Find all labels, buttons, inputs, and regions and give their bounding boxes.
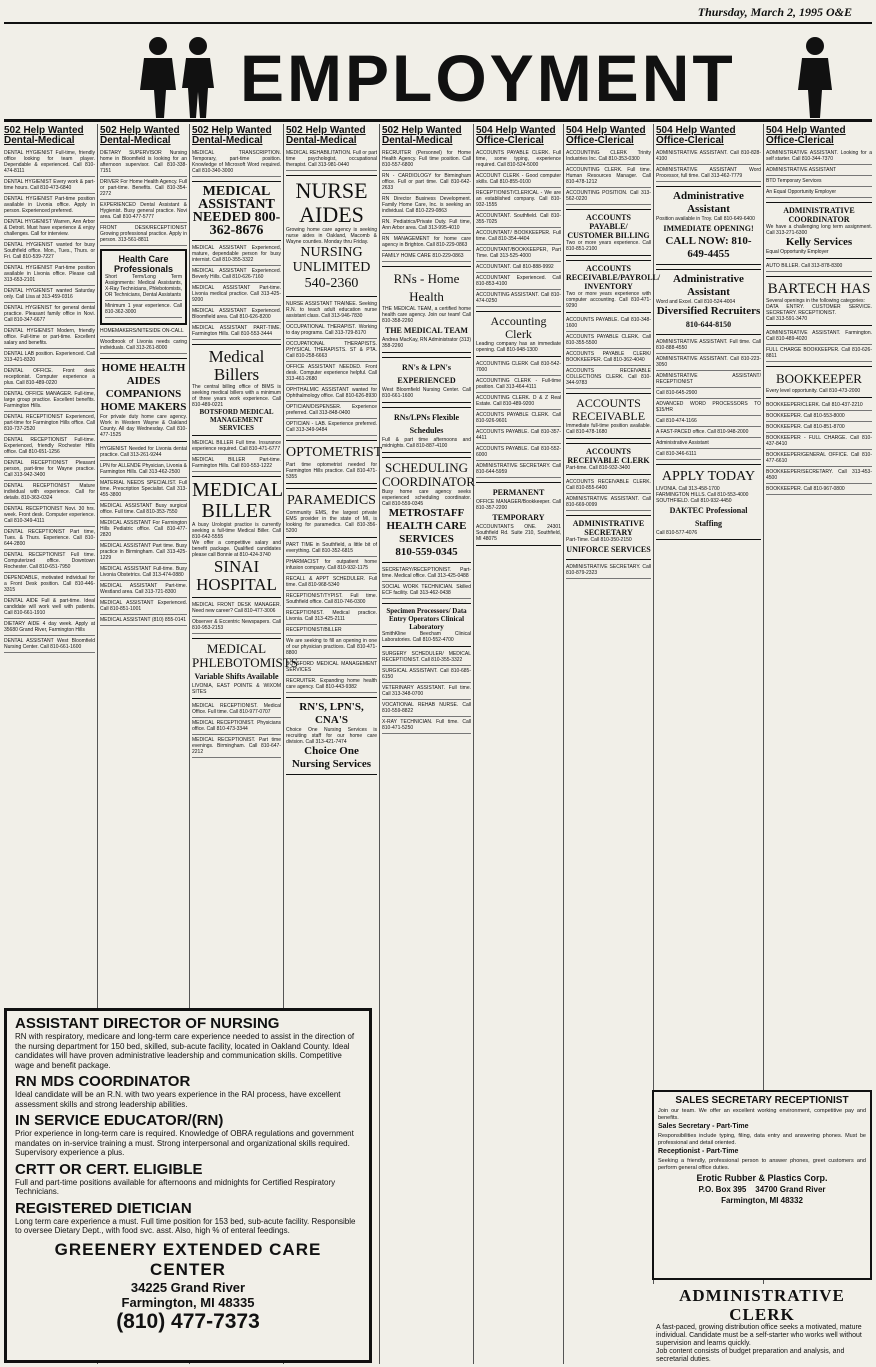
classified-ad: MEDICAL ASSISTANT Experienced, mature, dependable person for busy internist. Call 810-355-3322 bbox=[192, 245, 281, 266]
display-ad-administrative-secretary bbox=[566, 515, 651, 560]
ad-paragraph: Job content consists of budget preparation and analysis, and secretarial duties. bbox=[656, 1348, 845, 1363]
ad-heading: CRTT OR CERT. ELIGIBLE bbox=[15, 1160, 203, 1178]
display-ad-permanent bbox=[476, 482, 561, 546]
display-ad-ar-payroll bbox=[566, 260, 661, 313]
display-ad-body: LIVONIA. Call 313-458-1700 bbox=[656, 486, 720, 492]
display-ad-line: MEDICAL ASSISTANT NEEDED 800-362-8676 bbox=[192, 184, 281, 238]
display-ad-line: RN'S, LPN'S, CNA'S bbox=[299, 701, 364, 726]
classified-ad: DENTAL OFFICE. Front desk receptionist. Computer experience a plus. Call 810-489-0220 bbox=[4, 368, 95, 389]
classified-ad: LPN for ALLENDE Physician, Livonia & Farmington Hills. Call 313-462-2500 bbox=[100, 463, 187, 478]
display-ad-body: Minimum 1 year experience. Call 810-362-3000 bbox=[105, 303, 182, 318]
classified-ad: AUTO BILLER. Call 313-878-8300 bbox=[766, 263, 872, 272]
classified-ad: Woodbrook of Livonia needs caring individuals. Call 313-261-8000 bbox=[100, 339, 187, 354]
classified-ad: DENTAL HYGIENIST wanted Saturday only. Call Lisa at 313-459-0316 bbox=[4, 288, 95, 303]
display-ad-title: NURSE AIDES bbox=[295, 178, 368, 227]
display-ad-phone: 540-2360 bbox=[304, 276, 359, 291]
display-ad-title: NURSING UNLIMITED bbox=[292, 245, 371, 275]
display-ad-accounts-receivable bbox=[566, 393, 651, 439]
classified-ad: FAMILY HOME CARE 810-229-0863 bbox=[382, 253, 471, 262]
display-ad-body: Word and Excel. Call 810-524-4004 bbox=[656, 299, 736, 305]
classified-ad: RN Director Business Development. Family Home Care, Inc. is seeking an individual. Call 810-229-0863 bbox=[382, 196, 471, 217]
display-ad-body: Call 313-591-3470 bbox=[766, 316, 808, 322]
category-heading: 502 Help Wanted Dental-Medical bbox=[382, 125, 462, 146]
display-ad-title: BARTECH HAS bbox=[767, 281, 871, 297]
display-ad-line: Diversified Recruiters bbox=[656, 305, 761, 317]
category-heading: 502 Help Wanted Dental-Medical bbox=[192, 125, 272, 146]
date-line-bar bbox=[0, 0, 876, 34]
display-ad-phone: 810-644-8150 bbox=[685, 320, 732, 329]
display-ad-administrative-assistant bbox=[656, 186, 761, 265]
classified-ad: MEDICAL ASSISTANT PART-TIME. Farmington Hills. Call 810-553-3444 bbox=[192, 325, 281, 340]
display-ad-title: Accounting Clerk bbox=[490, 314, 547, 341]
display-ad-line: TEMPORARY bbox=[492, 513, 545, 522]
ad-paragraph: Responsibilities include typing, filing, data entry and answering phones. Must be professional and detail oriented. bbox=[658, 1133, 866, 1146]
classified-ad: ADMINISTRATIVE ASSISTANT. Farmington. Call 810-489-4020 bbox=[766, 330, 872, 345]
display-ad-body: The central billing office of BIMS is seeking medical billers with a minimum of three years work experience. Call 810-489-0221 bbox=[192, 384, 281, 408]
classified-ad: BOOKKEEPER. Call 810-967-0800 bbox=[766, 486, 872, 495]
display-ad-body: Community EMS, the largest private EMS provider in the state of MI, is looking for paramedics. Call 810-356-5200 bbox=[286, 510, 377, 534]
ad-pobox: P.O. Box 395 bbox=[698, 1185, 747, 1194]
classified-ad: ADMINISTRATIVE ASSISTANT bbox=[766, 167, 872, 176]
classified-ad: A FAST-PACED office. Call 810-948-2000 bbox=[656, 429, 761, 438]
classified-ad: DENTAL RECEPTIONIST Experienced, part-time for Farmington Hills office. Call 810-737-2520 bbox=[4, 414, 95, 435]
display-ad-body: Full & part time afternoons and midnights. Call 810-887-4100 bbox=[382, 437, 471, 449]
classified-ad: ACCOUNTS PAYABLE CLERK/ BOOKKEEPER. Call 810-362-4040 bbox=[566, 351, 651, 366]
classified-ad: ACCOUNTS PAYABLE CLERK. Full time, some typing, experience required. Call 810-524-5000 bbox=[476, 150, 561, 171]
display-ad-line: ACCOUNTS PAYABLE/ CUSTOMER BILLING bbox=[567, 213, 650, 240]
classified-ad: ACCOUNTING CLERK. Full time. Human Resources Manager. Call 810-478-1212 bbox=[566, 167, 651, 188]
display-ad-body: Two or more years experience. Call 810-851-2100 bbox=[566, 240, 651, 252]
display-ad-body: OFFICE MANAGER/Bookkeeper. Call 810-357-2200 bbox=[476, 499, 561, 511]
display-ad-optometrist bbox=[286, 440, 383, 484]
display-ad-rns-lpns bbox=[382, 357, 471, 403]
display-ad-title: BOOKKEEPER bbox=[776, 371, 862, 386]
column-7 bbox=[564, 124, 661, 1364]
display-ad-body: DATA ENTRY. CUSTOMER SERVICE. SECRETARY. RECEPTIONIST. bbox=[766, 304, 872, 316]
display-ad-line: DAKTEC Professional Staffing bbox=[669, 506, 748, 528]
ad-city: Farmington, MI 48332 bbox=[721, 1196, 803, 1205]
display-ad-line: RNs/LPNs Flexible Schedules bbox=[393, 413, 460, 435]
display-ad-title: PARAMEDICS bbox=[287, 493, 376, 508]
display-ad-administrative-clerk bbox=[652, 1284, 872, 1364]
display-ad-body: ACCOUNTANTS ONE. 24301 Southfield Rd. Suite 210, Southfield, MI 48075 bbox=[476, 524, 561, 542]
display-ad-paramedics bbox=[286, 488, 377, 538]
display-ad-line: COMPANIONS bbox=[105, 388, 182, 400]
display-ad-line: ACCOUNTS RECEIVABLE CLERK bbox=[567, 447, 650, 465]
display-ad-line: ADMINISTRATIVE COORDINATOR bbox=[783, 206, 855, 224]
classified-ad: MEDICAL ASSISTANT Part time. Busy practice in Birmingham. Call 313-425-1229 bbox=[100, 543, 187, 564]
display-ad-line: IMMEDIATE OPENING! bbox=[663, 224, 754, 233]
display-ad-title: ACCOUNTS RECEIVABLE bbox=[571, 396, 646, 423]
classified-ad: FRONT DESK/RECEPTIONIST Growing professional practice. Apply in person. 313-561-8811 bbox=[100, 225, 187, 246]
classified-ad: ACCOUNTS RECEIVABLE COLLECTIONS CLERK. Call 810-344-9783 bbox=[566, 368, 651, 389]
classified-ad: OCCUPATIONAL THERAPISTS. PHYSICAL THERAPISTS. ST & PTA. Call 810-258-6663 bbox=[286, 341, 377, 362]
display-ad-line: HOME MAKERS bbox=[100, 401, 187, 413]
classified-ad: ACCOUNTING CLERK Trinity Industries Inc. Call 810-353-0300 bbox=[566, 150, 651, 165]
category-heading: 502 Help Wanted Dental-Medical bbox=[286, 125, 366, 146]
display-ad-body: Position available in Troy. Call 810-649-6400 bbox=[656, 216, 755, 222]
classified-ad: BOOKKEEPER/CLERK. Call 810-437-2210 bbox=[766, 402, 872, 411]
classified-ad: ACCOUNTS PAYABLE CLERK. Call 810-355-5500 bbox=[566, 334, 651, 349]
classified-ad: RN - CARDIOLOGY for Birmingham office. Full or part time. Call 810-642-2633 bbox=[382, 173, 471, 194]
ad-company-name: Erotic Rubber & Plastics Corp. bbox=[696, 1173, 828, 1183]
display-ad-line: Specimen Processors/ Data Entry Operators Clinical Laboratory bbox=[386, 607, 467, 631]
classified-ad: MEDICAL ASSISTANT Experienced. Beverly Hills. Call 810-626-7160 bbox=[192, 268, 281, 283]
ad-paragraph: RN with respiratory, medicare and long-term care experience needed to assist in the direction of the nursing department for 150 bed, skilled, sub-acute facility, located in Oakland County. Ideal candidates will have proven administrative leadership and communication skills. Competitive wage and benefit package. bbox=[15, 1032, 355, 1070]
ad-address-line: 34225 Grand River bbox=[130, 1279, 246, 1295]
classified-ad: DENTAL RECEPTIONIST Pleasant person, part-time for Wayne practice. Call 313-942-3400 bbox=[4, 460, 95, 481]
classified-ad: RECEPTIONIST. Medical practice. Livonia. Call 313-425-2111 bbox=[286, 610, 377, 625]
display-ad-body: SmithKline Beecham Clinical Laboratories. Call 810-552-4700 bbox=[382, 631, 471, 643]
ad-paragraph: Prior experience in long-term care is required. Knowledge of OBRA regulations and government mandates on in-service training a must. Strong interpersonal and organizational skills required. Supervisory experience a plus. bbox=[15, 1129, 354, 1157]
display-ad-body: SOUTHFIELD. Call 810-932-4450 bbox=[656, 498, 732, 504]
classified-ad: ACCOUNTANT. Southfield. Call 810-355-7025 bbox=[476, 213, 561, 228]
display-ad-body: Several openings in the following categories: bbox=[766, 298, 865, 304]
classified-ad: DENTAL RECEPTIONIST Full time. Computerized office. Downtown Rochester. Call 810-651-7950 bbox=[4, 552, 95, 573]
classified-ad: SOCIAL WORK TECHNICIAN. Skilled ECF facility. Call 313-462-0438 bbox=[382, 584, 471, 599]
display-ad-greenery bbox=[4, 1008, 372, 1363]
classified-ad: MEDICAL RECEPTIONIST. Part time evenings. Birmingham. Call 810-647-2212 bbox=[192, 737, 281, 758]
display-ad-phone: 810-559-0345 bbox=[395, 546, 458, 558]
classified-ad: MEDICAL TRANSCRIPTION. Temporary, part-time position. Knowledge of Microsoft Word required. Call 810-340-3000 bbox=[192, 150, 281, 177]
classified-ad: ACCOUNTANT. Call 810-888-9992 bbox=[476, 264, 561, 273]
classified-ad: BTD Temporary Services bbox=[766, 178, 872, 187]
classified-ad: DENTAL RECEPTIONIST Full-time. Experienced, friendly Rochester Hills office. Call 810-651-1256 bbox=[4, 437, 95, 458]
display-ad-line: UNIFORCE SERVICES bbox=[566, 545, 651, 554]
classified-ad: BOOKKEEPER. Call 810-851-8700 bbox=[766, 424, 872, 433]
display-ad-body: We have a challenging long term assignment. Call 313-271-6300 bbox=[766, 224, 872, 236]
display-ad-body: Andrea MacKay, RN Administrator (313) 358-2260 bbox=[382, 337, 471, 349]
classified-ad: MEDICAL ASSISTANT Experienced. Bloomfield area. Call 810-626-8200 bbox=[192, 308, 281, 323]
classified-ad: DENTAL HYGIENIST Part-time position available in Livonia office. Please call 313-653-2101 bbox=[4, 265, 95, 286]
display-ad-administrative-coordinator bbox=[766, 202, 872, 259]
ad-heading: ASSISTANT DIRECTOR OF NURSING bbox=[15, 1015, 280, 1032]
classified-ad: ACCOUNTS PAYABLE. Call 810-357-4411 bbox=[476, 429, 561, 444]
classified-ad: DIETARY AIDE 4 day week. Apply at 35680 Grand River, Farmington Hills bbox=[4, 621, 95, 636]
classified-ad: ADMINISTRATIVE ASSISTANT. Full time. Call 810-888-4550 bbox=[656, 339, 761, 354]
classified-ad: OFFICE ASSISTANT NEEDED. Front desk. Computer experience helpful. Call 313-461-2680 bbox=[286, 364, 377, 385]
classified-ad: BOTSFORD MEDICAL MANAGEMENT SERVICES bbox=[286, 661, 377, 676]
ad-paragraph: Ideal candidate will be an R.N. with two years experience in the RAI process, have excellent assessment skills and strong leadership abilities. bbox=[15, 1090, 341, 1109]
classified-ad: ACCOUNTS PAYABLE. Call 810-348-1600 bbox=[566, 317, 651, 332]
classified-ad: RECEPTIONIST/TYPIST. Full time. Southfield office. Call 810-746-0300 bbox=[286, 593, 377, 608]
display-ad-apply-today bbox=[656, 464, 761, 540]
display-ad-line: BOTSFORD MEDICAL MANAGEMENT SERVICES bbox=[199, 408, 274, 432]
classified-ad: OPHTHALMIC ASSISTANT wanted for Ophthalmology office. Call 810-626-8930 bbox=[286, 387, 377, 402]
category-heading: 504 Help Wanted Office-Clerical bbox=[566, 125, 646, 146]
classified-ad: DRIVER For Home Health Agency. Full or part-time. Benefits. Call 810-354-2272 bbox=[100, 179, 187, 200]
classified-ad: DENTAL HYGIENIST Full-time, friendly office looking for team player. Dependable & experienced. Call 810-474-8111 bbox=[4, 150, 95, 177]
classified-ad: DENTAL AIDE Full & part-time. Ideal candidate will work well with patients. Call 810-661-1910 bbox=[4, 598, 95, 619]
display-ad-body: Equal Opportunity Employer bbox=[766, 249, 829, 255]
classified-ad: RECRUITER. Expanding home health care agency. Call 810-443-9382 bbox=[286, 678, 377, 693]
display-ad-body: Part time optometrist needed for Farmington Hills practice. Call 810-471-5355 bbox=[286, 462, 377, 480]
ad-paragraph: Full and part-time positions available for afternoons and midnights for Certified Respiratory Technicians. bbox=[15, 1177, 336, 1196]
display-ad-bookkeeper bbox=[766, 366, 872, 398]
classified-ad: FULL CHARGE BOOKKEEPER. Call 810-626-8811 bbox=[766, 347, 872, 362]
display-ad-body: Immediate full-time position available. Call 810-478-1680 bbox=[566, 423, 651, 435]
display-ad-body: LIVONIA, EAST POINTE & WIXOM SITES bbox=[192, 683, 281, 695]
display-ad-choice-one bbox=[286, 697, 377, 775]
classified-ad: HYGIENIST Needed for Livonia dental practice. Call 313-261-9244 bbox=[100, 446, 187, 461]
display-ad-body: A busy Urologist practice is currently seeking a full-time Medical Biller. Call 810-642-5555 bbox=[192, 522, 281, 540]
classified-ad: SURGICAL ASSISTANT. Call 810-685-6150 bbox=[382, 668, 471, 683]
display-ad-rns-home-health bbox=[382, 266, 471, 353]
display-ad-ar-clerk bbox=[566, 443, 651, 475]
classified-ad: ACCOUNTING CLERK - Full-time position. Call 313-464-4111 bbox=[476, 378, 561, 393]
display-ad-nurse-aides bbox=[286, 175, 377, 297]
ad-street: 34700 Grand River bbox=[755, 1185, 826, 1194]
classified-ad: MEDICAL BILLER Full time. Insurance experience required. Call 810-471-6777 bbox=[192, 440, 281, 455]
display-ad-line: ADMINISTRATIVE SECRETARY bbox=[572, 519, 645, 537]
classified-ad: ADVANCED WORD PROCESSORS TO $15/HR bbox=[656, 401, 761, 416]
display-ad-body: FARMINGTON HILLS. Call 810-553-4000 bbox=[656, 492, 749, 498]
classified-ad: ACCOUNTING CLERK Call 810-542-7000 bbox=[476, 361, 561, 376]
display-ad-body: Part-Time. Call 810-350-2150 bbox=[566, 537, 632, 543]
display-ad-body: Two or more years experience with computer accounting. Call 810-471-9290 bbox=[566, 291, 651, 309]
classified-ad: DENTAL LAB position. Experienced. Call 313-421-8320 bbox=[4, 351, 95, 366]
display-ad-ap-billing bbox=[566, 209, 651, 256]
display-ad-body: Every level opportunity. Call 810-473-2000 bbox=[766, 388, 861, 394]
classified-ad: ADMINISTRATIVE ASSISTANT. Call 810-223-3050 bbox=[656, 356, 761, 371]
classified-ad: Call 810-645-2900 bbox=[656, 390, 761, 399]
classified-ad: ADMINISTRATIVE ASSISTANT. Call 810-828-4100 bbox=[656, 150, 761, 165]
classified-ad: RECRUITER (Personnel) for Home Health Agency. Full time position. Call 810-557-6800 bbox=[382, 150, 471, 171]
ad-heading: REGISTERED DIETICIAN bbox=[15, 1199, 192, 1217]
classified-ad: DENTAL HYGIENIST Warren, Ann Arbor & Detroit. Must have experience & enjoy challenges. Call for interview. bbox=[4, 219, 95, 240]
category-heading: 504 Help Wanted Office-Clerical bbox=[656, 125, 736, 146]
ad-address-line bbox=[658, 1184, 866, 1195]
category-heading: 504 Help Wanted Office-Clerical bbox=[766, 125, 846, 146]
classified-ad: ACCOUNTING CLERK. D & Z Real Estate. Call 810-489-9200 bbox=[476, 395, 561, 410]
ad-subheading: Sales Secretary - Part-Time bbox=[658, 1123, 749, 1130]
display-ad-title: Health Care Professionals bbox=[113, 254, 174, 274]
ad-paragraph: Seeking a friendly, professional person to answer phones, greet customers and perform general office duties. bbox=[658, 1158, 866, 1171]
display-ad-medical-biller bbox=[192, 476, 284, 598]
display-ad-phone: CALL NOW: 810-649-4455 bbox=[665, 235, 752, 260]
classified-ad: MEDICAL REHABILITATION. Full or part time psychologist, occupational therapist. Call 313-981-0440 bbox=[286, 150, 377, 171]
classified-ad: RECEPTIONIST/CLERICAL - We are an established company. Call 810-932-1555 bbox=[476, 190, 561, 211]
display-ad-title: OPTOMETRIST bbox=[286, 445, 383, 460]
display-ad-health-care bbox=[100, 249, 187, 325]
classified-ad: ADMINISTRATIVE ASSISTANT/ RECEPTIONIST bbox=[656, 373, 761, 388]
display-ad-line: Administrative Assistant bbox=[673, 190, 744, 215]
display-ad-line: Administrative Assistant bbox=[673, 273, 744, 298]
classified-ad: VETERINARY ASSISTANT. Full time. Call 313-348-0700 bbox=[382, 685, 471, 700]
classified-ad: ADMINISTRATIVE SECRETARY. Call 810-644-5959 bbox=[476, 463, 561, 478]
display-ad-specimen-processors bbox=[382, 603, 471, 647]
display-ad-line: ACCOUNTS RECEIVABLE/PAYROLL/ INVENTORY bbox=[566, 264, 661, 291]
display-ad-body: Call 810-577-4076 bbox=[656, 530, 698, 536]
classified-ad: RN MANAGEMENT for home care agency in Brighton. Call 810-229-0863 bbox=[382, 236, 471, 251]
display-ad-title: SCHEDULING COORDINATOR bbox=[382, 460, 475, 489]
ad-paragraph: Join our team. We offer an excellent working environment, competitive pay and benefits. bbox=[658, 1108, 866, 1121]
classified-ad: DEPENDABLE, motivated individual for a Front Desk position. Call 810-446-3315 bbox=[4, 575, 95, 596]
classified-ad: MEDICAL ASSISTANT For Farmington Hills Pediatric office. Call 810-477-2820 bbox=[100, 520, 187, 541]
classified-ad: DENTAL OFFICE MANAGER. Full-time, large group practice. Excellent benefits. Farmington Hills. bbox=[4, 391, 95, 412]
classified-ad: MEDICAL BILLER Part-time. Farmington Hills. Call 810-553-1222 bbox=[192, 457, 281, 472]
ad-address-line: Farmington, MI 48335 bbox=[121, 1294, 255, 1310]
display-ad-title: SINAI HOSPITAL bbox=[196, 557, 277, 594]
display-ad-body: Short Term/Long Term Assignments: Medical Assistants, X-Ray Technicians, Phlebotomists, OR Technicians, Dental Assistants bbox=[105, 274, 182, 301]
column-5 bbox=[380, 124, 474, 1364]
classified-ad: EXPERIENCED Dental Assistant & Hygienist. Busy general practice. Novi area. Call 810-477-5777 bbox=[100, 202, 187, 223]
masthead-rule bbox=[4, 119, 872, 122]
display-ad-line: Kelly Services bbox=[785, 236, 853, 248]
classified-ad: An Equal Opportunity Employer bbox=[766, 189, 872, 198]
classified-ad: ADMINISTRATIVE ASSISTANT Word Processor, full time. Call 313-462-7779 bbox=[656, 167, 761, 182]
classified-ad: MEDICAL ASSISTANT (810) 855-0141 bbox=[100, 617, 187, 626]
classified-ad: PART TIME in Southfield, a little bit of everything. Call 810-352-6815 bbox=[286, 542, 377, 557]
classified-ad: NURSE ASSISTANT TRAINEE. Seeking R.N. to teach adult education nurse assistant class. Call 313-946-7830 bbox=[286, 301, 377, 322]
display-ad-bartech bbox=[766, 276, 872, 326]
classified-ad: ACCOUNT CLERK - Good computer skills. Call 810-855-0100 bbox=[476, 173, 561, 188]
display-ad-title: APPLY TODAY bbox=[661, 469, 756, 484]
classified-ad: MEDICAL ASSISTANT Experienced. Call 810-851-1001 bbox=[100, 600, 187, 615]
classified-ad: ADMINISTRATIVE ASSISTANT. Call 810-669-0099 bbox=[566, 496, 651, 511]
classified-ad: BOOKKEEPER. Call 810-553-8000 bbox=[766, 413, 872, 422]
ad-heading: ADMINISTRATIVE CLERK bbox=[679, 1286, 845, 1324]
classified-ad: ADMINISTRATIVE ASSISTANT. Looking for a self starter. Call 810-344-7370 bbox=[766, 150, 872, 165]
classified-ad: ACCOUNTANT Experienced. Call 810-853-4100 bbox=[476, 275, 561, 290]
classified-ad: MEDICAL ASSISTANT Part-time. Westland area. Call 313-721-8300 bbox=[100, 583, 187, 598]
top-rule bbox=[4, 22, 872, 24]
figures-illustration-left bbox=[120, 34, 230, 120]
section-title: EMPLOYMENT bbox=[240, 41, 736, 115]
category-heading: 504 Help Wanted Office-Clerical bbox=[476, 125, 556, 146]
figures-illustration-right bbox=[780, 34, 850, 120]
ad-brand-name: GREENERY EXTENDED CARE CENTER bbox=[54, 1239, 322, 1279]
classified-ad: OPTICIAN - LAB. Experience preferred. Call 313-349-9484 bbox=[286, 421, 377, 436]
classified-ad: BOOKKEEPER/SECRETARY. Call 313-453-4500 bbox=[766, 469, 872, 484]
classified-ad: OCCUPATIONAL THERAPIST. Working to day programs. Call 313-729-8170 bbox=[286, 324, 377, 339]
classified-ad: PHARMACIST for outpatient home infusion company. Call 810-932-1175 bbox=[286, 559, 377, 574]
classified-ad: ACCOUNTANT/BOOKKEEPER, Part Time. Call 313-525-4000 bbox=[476, 247, 561, 262]
classified-ad: RN. Pediatrics/Private Duty. Full time, Ann Arbor area. Call 313-995-4010 bbox=[382, 219, 471, 234]
display-ad-phone bbox=[192, 181, 281, 241]
display-ad-line: METROSTAFF HEALTH CARE SERVICES bbox=[386, 507, 467, 545]
display-ad-line: Choice One Nursing Services bbox=[291, 745, 372, 770]
classified-ad: DENTAL HYGIENIST for general dental practice. Pleasant family office in Novi. Call 810-347-6677 bbox=[4, 305, 95, 326]
classified-ad: We are seeking to fill an opening in one of our physician practices. Call 810-471-8800 bbox=[286, 638, 377, 659]
display-ad-sales-secretary bbox=[652, 1090, 872, 1280]
display-ad-title: RNs - Home Health bbox=[393, 271, 460, 304]
classified-ad: ACCOUNTS RECEIVABLE CLERK. Call 810-855-6400 bbox=[566, 479, 651, 494]
display-ad-body: Busy home care agency seeks experienced scheduling coordinator. Call 810-559-0345 bbox=[382, 489, 471, 507]
display-ad-medical-billers bbox=[192, 344, 281, 436]
classified-ad: BOOKKEEPER/GENERAL OFFICE. Call 810-477-6610 bbox=[766, 452, 872, 467]
classified-ad: DENTAL RECEPTIONIST Part time, Tues. & Thurs. Experience. Call 810-644-2800 bbox=[4, 529, 95, 550]
ad-paragraph: Long term care experience a must. Full time position for 153 bed, sub-acute facility. Responsible to oversee Dietary Dept., with food svc. asst. Also, high % of enteral feedings. bbox=[15, 1216, 356, 1235]
display-ad-phlebotomists bbox=[192, 638, 298, 699]
classified-ad: Call 810-346-6111 bbox=[656, 451, 761, 460]
display-ad-accounting-clerk bbox=[476, 311, 561, 357]
classified-ad: DENTAL HYGIENIST Every work & part-time hours. Call 810-473-6840 bbox=[4, 179, 95, 194]
display-ad-scheduling-coordinator bbox=[382, 457, 475, 563]
ad-heading: SALES SECRETARY RECEPTIONIST bbox=[675, 1095, 849, 1106]
display-ad-flexible-schedules bbox=[382, 407, 471, 453]
display-ad-line: Variable Shifts Available bbox=[194, 672, 279, 681]
classified-ad: DIETARY SUPERVISOR Nursing home in Bloomfield is looking for an afternoon supervisor. Call 810-338-7151 bbox=[100, 150, 187, 177]
display-ad-line: PERMANENT bbox=[492, 488, 545, 497]
section-masthead bbox=[0, 34, 876, 122]
classified-ad: DENTAL RECEPTIONIST Novi. 30 hrs. week. Front desk. Computer experience. Call 810-349-4111 bbox=[4, 506, 95, 527]
display-ad-title: MEDICAL PHLEBOTOMISTS bbox=[192, 641, 298, 670]
classified-ad: ACCOUNTING ASSISTANT. Call 810-474-0250 bbox=[476, 292, 561, 307]
classified-ad: DENTAL ASSISTANT West Bloomfield Nursing Center. Call 810-661-1600 bbox=[4, 638, 95, 653]
classified-ad: MEDICAL ASSISTANT Full-time. Busy Livonia Obstetrics. Call 313-474-0880 bbox=[100, 566, 187, 581]
ad-phone: (810) 477-7373 bbox=[116, 1309, 260, 1333]
classified-ad: ADMINISTRATIVE SECRETARY. Call 810-879-2323 bbox=[566, 564, 651, 579]
classified-ad: ACCOUNTANT/ BOOKKEEPER. Full time. Call 810-354-4404 bbox=[476, 230, 561, 245]
classified-ad: DENTAL HYGIENIST Modern, friendly office. Full-time or part-time. Excellent salary and benefits. bbox=[4, 328, 95, 349]
classified-ad: ACCOUNTS PAYABLE. Call 810-552-6000 bbox=[476, 446, 561, 461]
ad-heading: IN SERVICE EDUCATOR/(RN) bbox=[15, 1112, 224, 1129]
classified-ad: DENTAL HYGIENIST wanted for busy Southfield office. Mon., Tues., Thurs. or Fri. Call 810-539-7227 bbox=[4, 242, 95, 263]
classified-ad: MEDICAL FRONT DESK MANAGER. Need new career? Call 810-477-3006 bbox=[192, 602, 281, 617]
display-ad-line: HOME HEALTH AIDES bbox=[101, 362, 186, 387]
display-ad-body: West Bloomfield Nursing Center. Call 810-661-1600 bbox=[382, 387, 471, 399]
classified-ad: MEDICAL RECEPTIONIST. Physicians office. Call 810-473-3344 bbox=[192, 720, 281, 735]
column-6 bbox=[474, 124, 564, 1364]
ad-paragraph: A fast-paced, growing distribution office seeks a motivated, mature individual. Candidate must be a self-starter who works well without supervision and learns quickly. bbox=[656, 1324, 862, 1347]
display-ad-line: RN's & LPN's EXPERIENCED bbox=[397, 363, 456, 385]
classified-ad: RECEPTIONIST/BILLER bbox=[286, 627, 377, 636]
category-heading: 502 Help Wanted Dental-Medical bbox=[100, 125, 180, 146]
ad-subheading: Receptionist - Part-Time bbox=[658, 1148, 739, 1155]
classified-ad: MEDICAL ASSISTANT Busy surgical office. Full time. Call 810-353-7550 bbox=[100, 503, 187, 518]
classified-ad: HOMEMAKERS/NITESIDE ON-CALL bbox=[100, 328, 187, 337]
classified-ad: SURGERY SCHEDULER/ MEDICAL RECEPTIONIST. Call 810-355-3322 bbox=[382, 651, 471, 666]
classified-ad: MEDICAL RECEPTIONIST. Medical Office. Full time. Call 810-977-0707 bbox=[192, 703, 281, 718]
classified-ad: ACCOUNTING POSITION. Call 313-562-0220 bbox=[566, 190, 651, 205]
classified-ad: Administrative Assistant bbox=[656, 440, 761, 449]
classified-ad: VOCATIONAL REHAB NURSE. Call 810-559-8822 bbox=[382, 702, 471, 717]
classified-ad: X-RAY TECHNICIAN. Full time. Call 810-471-5250 bbox=[382, 719, 471, 734]
classified-ad: RECALL & APPT SCHEDULER. Full time. Call 810-968-5340 bbox=[286, 576, 377, 591]
display-ad-body: Growing home care agency is seeking nurse aides in Oakland, Macomb & Wayne counties. Monday thru Friday. bbox=[286, 227, 377, 245]
classified-ad: Observer & Eccentric Newspapers. Call 810-953-2153 bbox=[192, 619, 281, 634]
display-ad-title: Medical Billers bbox=[208, 347, 265, 384]
display-ad-body: For private duty home care agency. Work in Western Wayne & Oakland County. All day Wednesday. Call 810-477-1525 bbox=[100, 414, 187, 438]
classified-ad: DENTAL HYGIENIST Part-time position available in Livonia office. Apply in person. Experienced preferred. bbox=[4, 196, 95, 217]
classified-ad: MEDICAL ASSISTANT Part-time. Livonia medical practice. Call 313-425-9200 bbox=[192, 285, 281, 306]
display-ad-body: Leading company has an immediate opening. Call 810-948-1300 bbox=[476, 341, 561, 353]
display-ad-home-health bbox=[100, 358, 187, 442]
dateline: Thursday, March 2, 1995 O&E bbox=[697, 5, 852, 19]
display-ad-title: MEDICAL BILLER bbox=[192, 479, 284, 522]
display-ad-line: THE MEDICAL TEAM bbox=[385, 326, 468, 335]
category-heading: 502 Help Wanted Dental-Medical bbox=[4, 125, 84, 146]
display-ad-body: THE MEDICAL TEAM, a certified home health care agency. Join our team! Call 810-358-2260 bbox=[382, 306, 471, 324]
classified-ad: Call 810-474-1166 bbox=[656, 418, 761, 427]
classified-ad: MATERIAL NEEDS SPECIALIST. Full time. Prescription Specialist. Call 313-455-3800 bbox=[100, 480, 187, 501]
classified-ad: DENTAL RECEPTIONIST Mature individual with experience. Call for details. 810-363-0324 bbox=[4, 483, 95, 504]
display-ad-body: Choice One Nursing Services is recruiting staff for our home care division. Call 313-421-7474 bbox=[286, 727, 377, 745]
display-ad-diversified-recruiters bbox=[656, 269, 761, 335]
classified-ad: OPTICIAN/DISPENSER. Experience preferred. Call 313-848-0400 bbox=[286, 404, 377, 419]
classified-ad: BOOKKEEPER - FULL CHARGE. Call 810-437-8410 bbox=[766, 435, 872, 450]
classified-ad: SECRETARY/RECEPTIONIST. Part-time. Medical office. Call 313-425-0488 bbox=[382, 567, 471, 582]
display-ad-body: Part-time. Call 810-932-3400 bbox=[566, 465, 631, 471]
ad-heading: RN MDS COORDINATOR bbox=[15, 1073, 191, 1090]
display-ad-body: We offer a competitive salary and benefit package. Qualified candidates please call Bonnie at 810-424-3740 bbox=[192, 540, 281, 558]
classified-ad: ACCOUNTS PAYABLE CLERK. Call 810-926-9601 bbox=[476, 412, 561, 427]
